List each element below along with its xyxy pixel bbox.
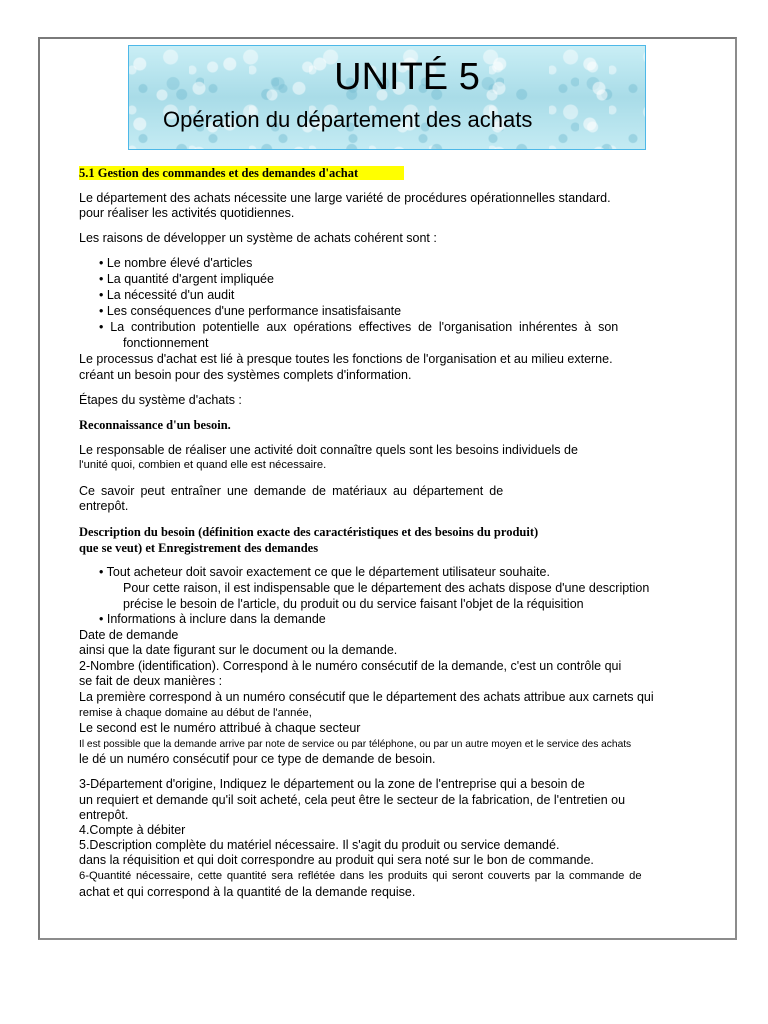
- unit-subtitle: Opération du département des achats: [163, 107, 533, 132]
- unit-title: UNITÉ 5: [334, 56, 480, 98]
- subheading: que se veut) et Enregistrement des demandes: [79, 541, 319, 555]
- paragraph-line: achat et qui correspond à la quantité de la demande requise.: [79, 885, 416, 899]
- paragraph-line: se fait de deux manières :: [79, 674, 223, 688]
- paragraph-line: Il est possible que la demande arrive par note de service ou par téléphone, ou par un autre moyen et le service des achats: [79, 739, 632, 750]
- paragraph-line: 6-Quantité nécessaire, cette quantité sera reflétée dans les produits qui seront couverts par la commande de: [79, 870, 642, 882]
- bullet-item: • Tout acheteur doit savoir exactement ce que le département utilisateur souhaite.: [99, 565, 550, 579]
- paragraph-line: 4.Compte à débiter: [79, 823, 186, 837]
- paragraph-line: ainsi que la date figurant sur le document ou la demande.: [79, 643, 398, 657]
- bullet-continuation: précise le besoin de l'article, du produit ou du service faisant l'objet de la réquisition: [123, 597, 584, 611]
- bullet-item: • La nécessité d'un audit: [99, 288, 235, 302]
- paragraph-line: entrepôt.: [79, 808, 129, 822]
- paragraph-line: Ce savoir peut entraîner une demande de matériaux au département de: [79, 484, 504, 498]
- paragraph-line: Le responsable de réaliser une activité doit connaître quels sont les besoins individuels de: [79, 443, 578, 457]
- bullet-continuation: Pour cette raison, il est indispensable que le département des achats dispose d'une description: [123, 581, 650, 595]
- bullet-continuation: fonctionnement: [123, 336, 209, 350]
- paragraph-line: un requiert et demande qu'il soit acheté, cela peut être le secteur de la fabrication, de l'entretien ou: [79, 793, 626, 807]
- paragraph-line: créant un besoin pour des systèmes complets d'information.: [79, 368, 412, 382]
- paragraph-line: Les raisons de développer un système de achats cohérent sont :: [79, 231, 437, 245]
- paragraph-line: le dé un numéro consécutif pour ce type de demande de besoin.: [79, 752, 436, 766]
- paragraph-line: dans la réquisition et qui doit correspondre au produit qui sera noté sur le bon de commande.: [79, 853, 594, 867]
- paragraph-line: Le département des achats nécessite une large variété de procédures opérationnelles standard.: [79, 191, 611, 205]
- bullet-item: • Le nombre élevé d'articles: [99, 256, 253, 270]
- paragraph-line: 3-Département d'origine, Indiquez le département ou la zone de l'entreprise qui a besoin de: [79, 777, 585, 791]
- paragraph-line: pour réaliser les activités quotidiennes.: [79, 206, 295, 220]
- paragraph-line: Étapes du système d'achats :: [79, 393, 242, 407]
- paragraph-line: Le processus d'achat est lié à presque toutes les fonctions de l'organisation et au milieu externe.: [79, 352, 613, 366]
- section-heading: 5.1 Gestion des commandes et des demandes d'achat: [79, 166, 404, 181]
- paragraph-line: entrepôt.: [79, 499, 129, 513]
- subheading: Reconnaissance d'un besoin.: [79, 418, 231, 432]
- paragraph-line: 2-Nombre (identification). Correspond à le numéro consécutif de la demande, c'est un contrôle qui: [79, 659, 622, 673]
- bullet-item: • La quantité d'argent impliquée: [99, 272, 274, 286]
- paragraph-line: Le second est le numéro attribué à chaque secteur: [79, 721, 361, 735]
- bullet-item: • La contribution potentielle aux opérations effectives de l'organisation inhérentes à son: [99, 320, 619, 334]
- paragraph-line: 5.Description complète du matériel nécessaire. Il s'agit du produit ou service demandé.: [79, 838, 560, 852]
- paragraph-line: Date de demande: [79, 628, 179, 642]
- subheading: Description du besoin (définition exacte des caractéristiques et des besoins du produit): [79, 525, 539, 539]
- paragraph-line: remise à chaque domaine au début de l'année,: [79, 707, 312, 719]
- bullet-item: • Les conséquences d'une performance insatisfaisante: [99, 304, 402, 318]
- title-banner: [128, 45, 646, 150]
- bullet-item: • Informations à inclure dans la demande: [99, 612, 326, 626]
- paragraph-line: La première correspond à un numéro consécutif que le département des achats attribue aux carnets qui: [79, 690, 654, 704]
- paragraph-line: l'unité quoi, combien et quand elle est nécessaire.: [79, 459, 327, 471]
